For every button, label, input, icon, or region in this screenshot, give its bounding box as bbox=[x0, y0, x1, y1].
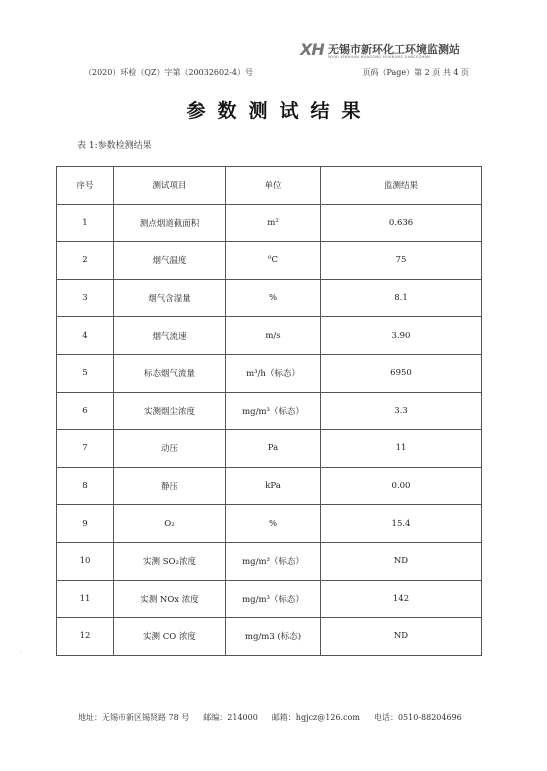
header-item: 测试项目 bbox=[114, 167, 226, 205]
cell-unit: mg/m³（标态） bbox=[226, 392, 321, 430]
table-row bbox=[57, 430, 482, 468]
cell-item: 测点烟道截面积 bbox=[114, 204, 226, 242]
footer-address: 地址：无锡市新区锡贤路 78 号 bbox=[78, 713, 190, 722]
header-no: 序号 bbox=[57, 167, 114, 205]
cell-result: 11 bbox=[321, 430, 482, 468]
cell-result: 0.00 bbox=[321, 467, 482, 505]
cell-no: 2 bbox=[57, 242, 114, 280]
logo-mark: XH bbox=[300, 40, 324, 59]
cell-result: 75 bbox=[321, 242, 482, 280]
table-row bbox=[57, 204, 482, 242]
cell-item: 静压 bbox=[114, 467, 226, 505]
table-row bbox=[57, 467, 482, 505]
page-title: 参数测试结果 bbox=[186, 100, 373, 122]
results-table bbox=[56, 166, 482, 656]
footer-email: 邮箱：hgjcz@126.com bbox=[271, 713, 360, 722]
table-caption: 表 1:参数检测结果 bbox=[77, 141, 152, 151]
cell-no: 6 bbox=[57, 392, 114, 430]
cell-no: 7 bbox=[57, 430, 114, 468]
logo-name: 无锡市新环化工环境监测站 bbox=[328, 43, 460, 56]
cell-unit: m² bbox=[226, 204, 321, 242]
cell-unit: Pa bbox=[226, 430, 321, 468]
table-row bbox=[57, 279, 482, 317]
table-row bbox=[57, 580, 482, 618]
table-row bbox=[57, 317, 482, 355]
logo-pinyin: WUXI XINHUAN HUAGONG HUANJING JIANCEZHAN bbox=[328, 55, 431, 59]
header-unit: 单位 bbox=[226, 167, 321, 205]
cell-item: 实测 NOx 浓度 bbox=[114, 580, 226, 618]
cell-no: 12 bbox=[57, 618, 114, 656]
table-row bbox=[57, 242, 482, 280]
cell-item: 实测烟尘浓度 bbox=[114, 392, 226, 430]
cell-no: 5 bbox=[57, 354, 114, 392]
cell-unit: kPa bbox=[226, 467, 321, 505]
cell-unit: m/s bbox=[226, 317, 321, 355]
cell-item: 烟气温度 bbox=[114, 242, 226, 280]
cell-unit: mg/m³（标态） bbox=[226, 580, 321, 618]
cell-item: 标态烟气流量 bbox=[114, 354, 226, 392]
cell-item: 烟气流速 bbox=[114, 317, 226, 355]
cell-no: 4 bbox=[57, 317, 114, 355]
cell-result: 15.4 bbox=[321, 505, 482, 543]
cell-result: 3.90 bbox=[321, 317, 482, 355]
station-logo bbox=[300, 38, 470, 64]
cell-result: 3.3 bbox=[321, 392, 482, 430]
cell-item: 动压 bbox=[114, 430, 226, 468]
cell-unit: mg/m3 (标态) bbox=[226, 618, 321, 656]
table-header-row bbox=[57, 167, 482, 205]
cell-item: O₂ bbox=[114, 505, 226, 543]
cell-no: 10 bbox=[57, 542, 114, 580]
table-row bbox=[57, 354, 482, 392]
cell-result: ND bbox=[321, 618, 482, 656]
footer-phone: 电话：0510-88204696 bbox=[373, 713, 462, 722]
cell-unit: mg/m³（标态） bbox=[226, 542, 321, 580]
cell-no: 11 bbox=[57, 580, 114, 618]
table-row bbox=[57, 542, 482, 580]
page-info: 页码（Page）第 2 页 共 4 页 bbox=[362, 68, 469, 77]
cell-item: 实测 CO 浓度 bbox=[114, 618, 226, 656]
cell-result: 0.636 bbox=[321, 204, 482, 242]
cell-item: 实测 SO₂浓度 bbox=[114, 542, 226, 580]
cell-result: 6950 bbox=[321, 354, 482, 392]
table-row bbox=[57, 618, 482, 656]
cell-unit: ⁰C bbox=[226, 242, 321, 280]
cell-unit: % bbox=[226, 279, 321, 317]
table-row bbox=[57, 392, 482, 430]
cell-no: 3 bbox=[57, 279, 114, 317]
footer bbox=[78, 712, 478, 723]
header-result: 监测结果 bbox=[321, 167, 482, 205]
report-header bbox=[84, 67, 469, 78]
footer-postcode: 邮编：214000 bbox=[203, 713, 258, 722]
table-row bbox=[57, 505, 482, 543]
cell-item: 烟气含湿量 bbox=[114, 279, 226, 317]
report-number: （2020）环检（QZ）字第（20032602-4）号 bbox=[84, 68, 253, 77]
scan-mark: · bbox=[20, 650, 22, 657]
cell-unit: % bbox=[226, 505, 321, 543]
cell-result: ND bbox=[321, 542, 482, 580]
cell-no: 1 bbox=[57, 204, 114, 242]
cell-result: 142 bbox=[321, 580, 482, 618]
cell-unit: m³/h（标态） bbox=[226, 354, 321, 392]
cell-result: 8.1 bbox=[321, 279, 482, 317]
cell-no: 8 bbox=[57, 467, 114, 505]
cell-no: 9 bbox=[57, 505, 114, 543]
